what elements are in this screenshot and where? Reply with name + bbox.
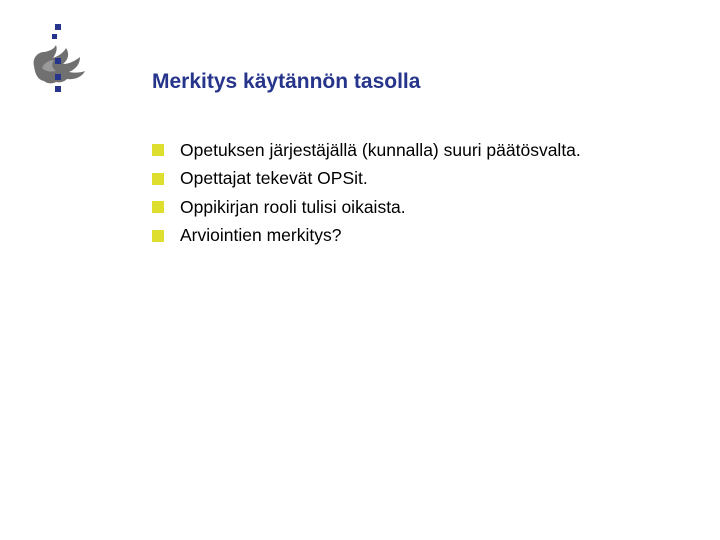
bullet-square-icon: [152, 201, 164, 213]
bullet-square-icon: [152, 144, 164, 156]
logo-dot: [52, 34, 57, 39]
bullet-text: Oppikirjan rooli tulisi oikaista.: [180, 196, 406, 217]
bullet-square-icon: [152, 173, 164, 185]
university-logo-icon: [22, 22, 92, 100]
bullet-item: [152, 136, 581, 165]
bullet-item: [152, 165, 581, 194]
bullet-text: Opettajat tekevät OPSit.: [180, 168, 368, 189]
logo-dot: [55, 86, 61, 92]
bullet-item: [152, 222, 581, 251]
bullet-text: Opetuksen järjestäjällä (kunnalla) suuri päätösvalta.: [180, 139, 581, 160]
slide-title: Merkitys käytännön tasolla: [152, 70, 421, 93]
logo-dot: [55, 24, 61, 30]
bullet-text: Arviointien merkitys?: [180, 225, 342, 246]
bullet-item: [152, 193, 581, 222]
bullet-list: [152, 136, 581, 250]
logo-dot: [55, 74, 61, 80]
logo-dot: [55, 58, 61, 64]
bullet-square-icon: [152, 230, 164, 242]
